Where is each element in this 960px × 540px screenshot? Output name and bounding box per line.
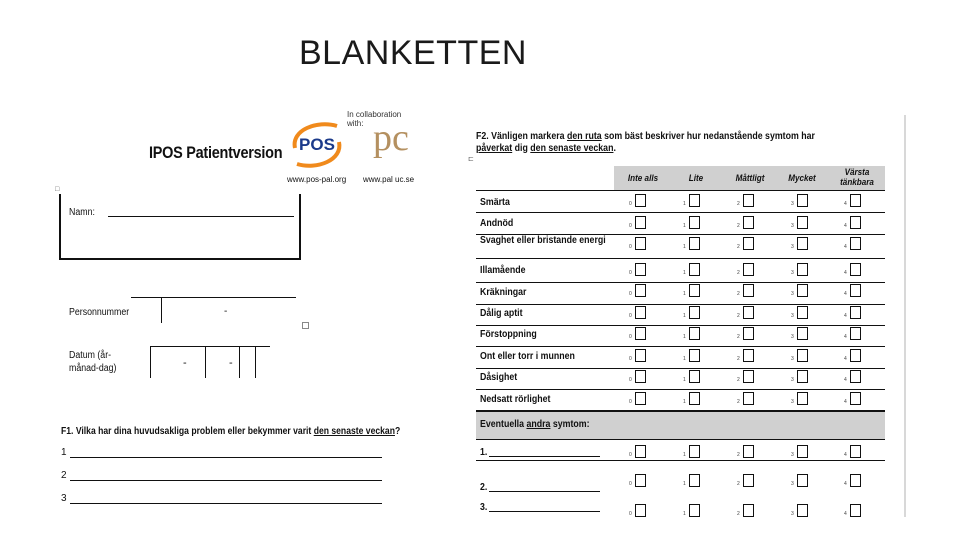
- scale-number: 4: [844, 377, 847, 383]
- f2-question: F2. Vänligen markera den ruta som bäst beskriver hur nedanstående symtom har påverkat dig den senaste veckan.: [476, 131, 815, 154]
- scale-number: 1: [683, 356, 686, 362]
- other-symptom-checkbox[interactable]: [850, 504, 861, 517]
- f1-row-number: 2: [61, 470, 67, 481]
- datum-line: [150, 346, 270, 347]
- ipos-form-right: [460, 110, 910, 530]
- scale-number: 4: [844, 291, 847, 297]
- other-symptom-checkbox[interactable]: [743, 445, 754, 458]
- f1-question: F1. Vilka har dina huvudsakliga problem eller bekymmer varit den senaste veckan?: [61, 426, 401, 437]
- symptom-checkbox[interactable]: [689, 284, 700, 297]
- row-divider: [476, 190, 885, 191]
- scale-number: 4: [844, 511, 847, 517]
- row-divider: [476, 460, 885, 461]
- other-symptom-checkbox[interactable]: [689, 445, 700, 458]
- datum-dash: -: [183, 357, 187, 369]
- personnummer-dash: -: [224, 306, 228, 317]
- scale-number: 3: [791, 334, 794, 340]
- scale-number: 3: [791, 377, 794, 383]
- other-symptom-checkbox[interactable]: [797, 445, 808, 458]
- scale-number: 4: [844, 452, 847, 458]
- symptom-checkbox[interactable]: [797, 327, 808, 340]
- scale-number: 4: [844, 270, 847, 276]
- scale-number: 3: [791, 291, 794, 297]
- symptom-checkbox[interactable]: [850, 216, 861, 229]
- symptom-checkbox[interactable]: [797, 263, 808, 276]
- field-marker-icon: ⊏: [468, 156, 474, 163]
- symptom-checkbox[interactable]: [635, 306, 646, 319]
- form-title: IPOS Patientversion: [149, 143, 283, 162]
- symptom-label: Kräkningar: [480, 287, 527, 298]
- symptom-checkbox[interactable]: [689, 216, 700, 229]
- slide-title: BLANKETTEN: [299, 34, 527, 72]
- andra-symtom-label: Eventuella andra symtom:: [480, 419, 590, 430]
- scale-number: 2: [737, 223, 740, 229]
- scale-number: 3: [791, 399, 794, 405]
- other-symptom-input[interactable]: [489, 491, 600, 492]
- url-pc: www.pal uc.se: [363, 175, 415, 184]
- scale-number: 2: [737, 399, 740, 405]
- scale-number: 1: [683, 511, 686, 517]
- field-marker-icon: □: [55, 186, 60, 193]
- name-box: [59, 194, 301, 260]
- scale-number: 4: [844, 244, 847, 250]
- symptom-checkbox[interactable]: [743, 216, 754, 229]
- symptom-checkbox[interactable]: [635, 194, 646, 207]
- scale-number: 1: [683, 313, 686, 319]
- symptom-checkbox[interactable]: [850, 237, 861, 250]
- symptom-checkbox[interactable]: [743, 392, 754, 405]
- other-symptom-checkbox[interactable]: [743, 504, 754, 517]
- symptom-label: Ont eller torr i munnen: [480, 351, 575, 362]
- symptom-checkbox[interactable]: [797, 370, 808, 383]
- datum-dash: -: [229, 357, 233, 369]
- symptom-checkbox[interactable]: [850, 392, 861, 405]
- square-marker-icon: [302, 322, 309, 329]
- scale-number: 1: [683, 377, 686, 383]
- scale-number: 0: [629, 481, 632, 487]
- other-symptom-checkbox[interactable]: [743, 474, 754, 487]
- scale-number: 1: [683, 244, 686, 250]
- scale-number: 4: [844, 313, 847, 319]
- other-symptom-checkbox[interactable]: [850, 474, 861, 487]
- column-header: Mycket: [788, 173, 816, 183]
- symptom-checkbox[interactable]: [689, 237, 700, 250]
- row-divider: [476, 325, 885, 326]
- scale-number: 0: [629, 356, 632, 362]
- column-header: Måttligt: [735, 173, 765, 183]
- name-label: Namn:: [69, 207, 95, 218]
- scale-number: 1: [683, 452, 686, 458]
- row-divider: [476, 368, 885, 369]
- datum-divider: [205, 346, 206, 378]
- symptom-checkbox[interactable]: [743, 327, 754, 340]
- row-divider: [476, 258, 885, 259]
- symptom-checkbox[interactable]: [850, 263, 861, 276]
- symptom-checkbox[interactable]: [635, 349, 646, 362]
- column-header: Inte alls: [627, 173, 659, 183]
- row-divider: [476, 212, 885, 213]
- symptom-checkbox[interactable]: [635, 284, 646, 297]
- scale-number: 4: [844, 356, 847, 362]
- symptom-checkbox[interactable]: [797, 306, 808, 319]
- other-symptom-checkbox[interactable]: [850, 445, 861, 458]
- scale-number: 1: [683, 223, 686, 229]
- pos-logo-text: POS: [299, 135, 335, 154]
- other-symptom-checkbox[interactable]: [797, 474, 808, 487]
- scale-number: 2: [737, 481, 740, 487]
- scale-number: 2: [737, 377, 740, 383]
- other-symptom-input[interactable]: [489, 511, 600, 512]
- symptom-label: Illamående: [480, 265, 526, 276]
- row-divider: [476, 304, 885, 305]
- symptom-checkbox[interactable]: [850, 327, 861, 340]
- scale-number: 2: [737, 452, 740, 458]
- scale-number: 1: [683, 201, 686, 207]
- scale-number: 1: [683, 334, 686, 340]
- name-input[interactable]: [108, 216, 294, 217]
- symptom-label: Förstoppning: [480, 329, 537, 340]
- symptom-checkbox[interactable]: [850, 284, 861, 297]
- row-divider: [476, 389, 885, 390]
- symptom-checkbox[interactable]: [743, 284, 754, 297]
- scale-number: 0: [629, 291, 632, 297]
- scale-number: 3: [791, 223, 794, 229]
- symptom-label: Dålig aptit: [480, 308, 523, 319]
- scale-number: 2: [737, 356, 740, 362]
- symptom-label: Andnöd: [480, 218, 514, 229]
- scale-number: 2: [737, 201, 740, 207]
- f1-answer-line-1[interactable]: [70, 457, 382, 458]
- other-symptom-checkbox[interactable]: [635, 474, 646, 487]
- symptom-checkbox[interactable]: [689, 263, 700, 276]
- symptom-checkbox[interactable]: [743, 194, 754, 207]
- symptom-checkbox[interactable]: [797, 237, 808, 250]
- symptom-checkbox[interactable]: [635, 216, 646, 229]
- symptom-checkbox[interactable]: [635, 392, 646, 405]
- symptom-checkbox[interactable]: [635, 370, 646, 383]
- datum-divider: [255, 346, 256, 378]
- scale-number: 4: [844, 223, 847, 229]
- symptom-checkbox[interactable]: [689, 327, 700, 340]
- scale-number: 3: [791, 511, 794, 517]
- f1-answer-line-3[interactable]: [70, 503, 382, 504]
- scale-number: 0: [629, 201, 632, 207]
- datum-label: Datum (år-månad-dag): [69, 350, 117, 374]
- scale-number: 0: [629, 270, 632, 276]
- symptom-checkbox[interactable]: [797, 216, 808, 229]
- symptom-checkbox[interactable]: [797, 349, 808, 362]
- symptom-checkbox[interactable]: [689, 392, 700, 405]
- scale-number: 4: [844, 334, 847, 340]
- symptom-checkbox[interactable]: [850, 370, 861, 383]
- scale-number: 2: [737, 244, 740, 250]
- scale-number: 1: [683, 270, 686, 276]
- column-header: Lite: [688, 173, 704, 183]
- other-symptom-checkbox[interactable]: [797, 504, 808, 517]
- scale-number: 3: [791, 356, 794, 362]
- symptom-checkbox[interactable]: [850, 194, 861, 207]
- scale-number: 3: [791, 481, 794, 487]
- datum-divider: [239, 346, 240, 378]
- other-symptom-number: 1.: [480, 447, 488, 458]
- scale-number: 3: [791, 244, 794, 250]
- symptom-label: Nedsatt rörlighet: [480, 394, 551, 405]
- symptom-checkbox[interactable]: [689, 306, 700, 319]
- symptom-checkbox[interactable]: [635, 263, 646, 276]
- symptom-checkbox[interactable]: [850, 306, 861, 319]
- row-divider: [476, 282, 885, 283]
- scale-number: 0: [629, 511, 632, 517]
- scale-number: 3: [791, 201, 794, 207]
- scale-number: 3: [791, 452, 794, 458]
- column-header: Värsta tänkbara: [840, 167, 874, 187]
- symptom-label: Smärta: [480, 197, 510, 208]
- symptom-checkbox[interactable]: [797, 392, 808, 405]
- f1-answer-line-2[interactable]: [70, 480, 382, 481]
- scale-number: 0: [629, 399, 632, 405]
- scale-number: 0: [629, 244, 632, 250]
- symptom-checkbox[interactable]: [797, 284, 808, 297]
- other-symptom-number: 2.: [480, 482, 488, 493]
- scale-number: 2: [737, 291, 740, 297]
- pos-logo-icon: [287, 118, 347, 172]
- pc-logo-icon: pc: [373, 117, 409, 159]
- row-divider: [476, 346, 885, 347]
- scale-number: 1: [683, 291, 686, 297]
- url-pos: www.pos-pal.org: [287, 175, 347, 184]
- other-symptom-checkbox[interactable]: [635, 504, 646, 517]
- scale-number: 3: [791, 313, 794, 319]
- scale-number: 0: [629, 313, 632, 319]
- page-edge: [904, 115, 906, 517]
- symptom-checkbox[interactable]: [743, 306, 754, 319]
- scale-number: 0: [629, 223, 632, 229]
- scale-number: 0: [629, 334, 632, 340]
- f1-row-number: 3: [61, 493, 67, 504]
- personnummer-divider: [161, 297, 162, 323]
- symptom-checkbox[interactable]: [743, 349, 754, 362]
- scale-number: 4: [844, 201, 847, 207]
- collaboration-text: In collaboration with:: [347, 110, 402, 128]
- f1-row-number: 1: [61, 447, 67, 458]
- symptom-checkbox[interactable]: [689, 194, 700, 207]
- scale-number: 2: [737, 313, 740, 319]
- ipos-form-left: [55, 100, 415, 530]
- scale-number: 1: [683, 399, 686, 405]
- symptom-checkbox[interactable]: [635, 237, 646, 250]
- symptom-checkbox[interactable]: [743, 237, 754, 250]
- other-symptom-checkbox[interactable]: [689, 474, 700, 487]
- other-symptom-checkbox[interactable]: [635, 445, 646, 458]
- symptom-checkbox[interactable]: [635, 327, 646, 340]
- symptom-checkbox[interactable]: [850, 349, 861, 362]
- symptom-label: Svaghet eller bristande energi: [480, 235, 606, 246]
- personnummer-line: [131, 297, 296, 298]
- scale-number: 2: [737, 270, 740, 276]
- symptom-checkbox[interactable]: [689, 349, 700, 362]
- scale-number: 0: [629, 452, 632, 458]
- scale-number: 2: [737, 334, 740, 340]
- scale-number: 0: [629, 377, 632, 383]
- symptom-checkbox[interactable]: [743, 370, 754, 383]
- scale-number: 1: [683, 481, 686, 487]
- datum-divider: [150, 346, 151, 378]
- scale-number: 4: [844, 481, 847, 487]
- personnummer-label: Personnummer: [69, 307, 130, 318]
- symptom-checkbox[interactable]: [689, 370, 700, 383]
- scale-number: 3: [791, 270, 794, 276]
- scale-number: 4: [844, 399, 847, 405]
- symptom-checkbox[interactable]: [743, 263, 754, 276]
- scale-number: 2: [737, 511, 740, 517]
- symptom-label: Dåsighet: [480, 372, 518, 383]
- symptom-checkbox[interactable]: [797, 194, 808, 207]
- other-symptom-input[interactable]: [489, 456, 600, 457]
- other-symptom-checkbox[interactable]: [689, 504, 700, 517]
- other-symptom-number: 3.: [480, 502, 488, 513]
